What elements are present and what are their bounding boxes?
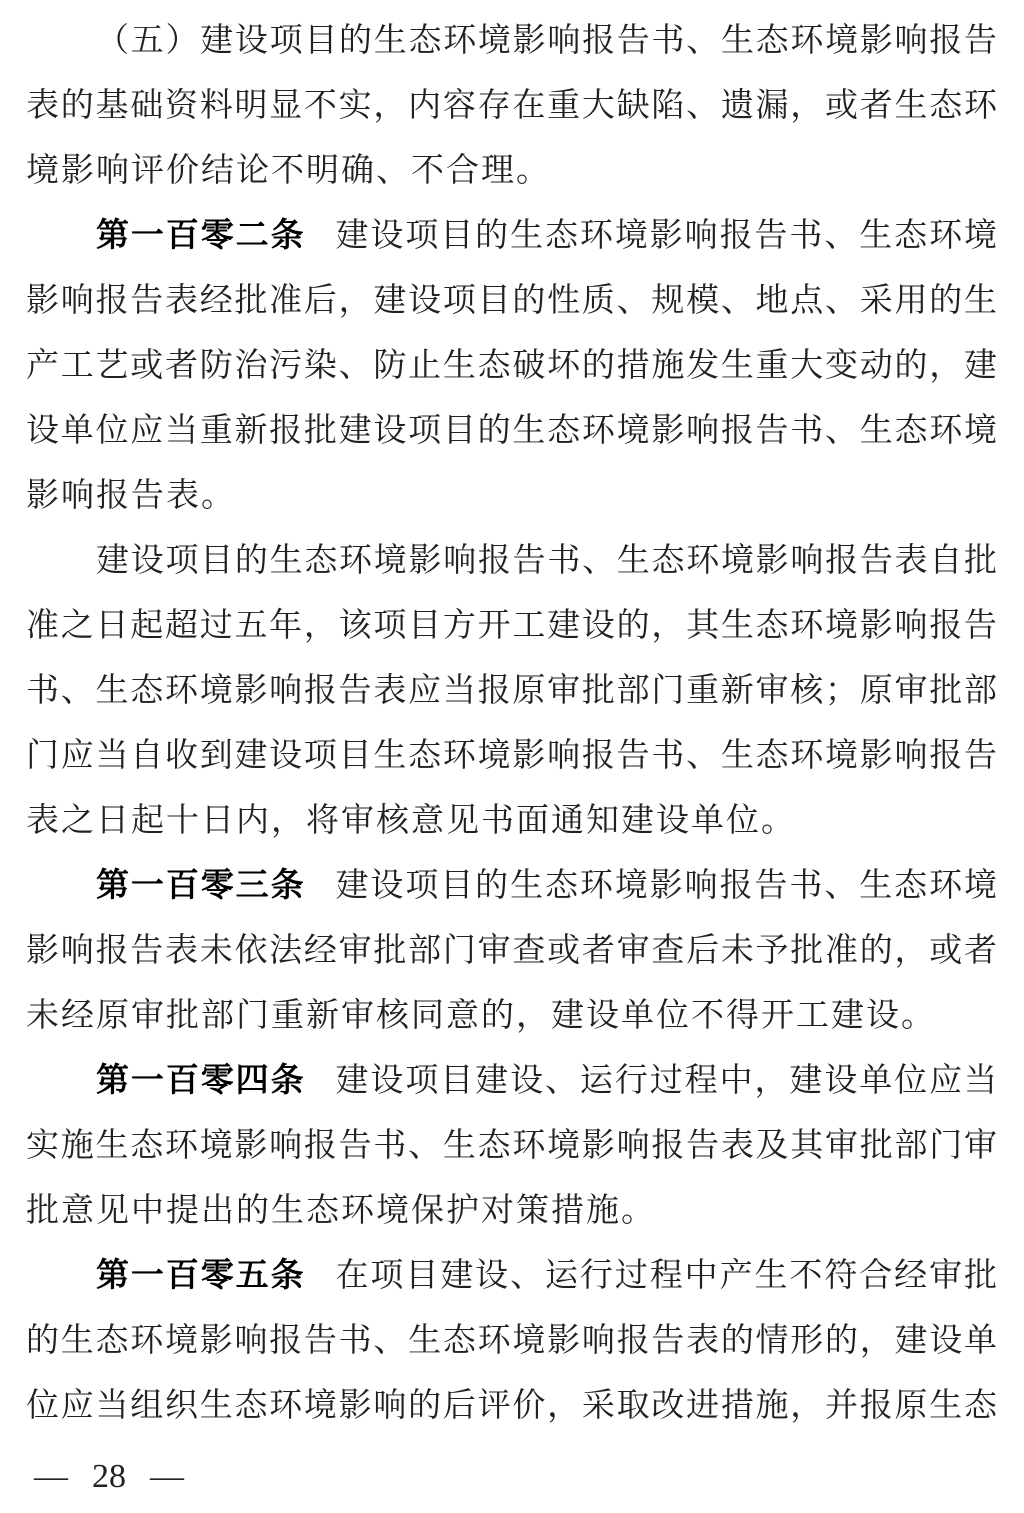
article-number: 第一百零五条 bbox=[96, 1258, 306, 1294]
paragraph-text: 建设项目的生态环境影响报告书、生态环境 bbox=[335, 868, 999, 904]
text-line bbox=[26, 919, 998, 984]
text-line bbox=[26, 1244, 998, 1309]
text-line bbox=[26, 139, 998, 204]
paragraph-text: 影响报告表经批准后，建设项目的性质、规模、地点、采用的生 bbox=[26, 283, 998, 319]
text-line bbox=[26, 659, 998, 724]
text-line bbox=[26, 594, 998, 659]
text-line bbox=[26, 74, 998, 139]
paragraph-text: 影响报告表未依法经审批部门审查或者审查后未予批准的，或者 bbox=[26, 933, 998, 969]
page-number: 28 bbox=[92, 1458, 126, 1495]
text-line bbox=[26, 204, 998, 269]
paragraph-text: 表之日起十日内，将审核意见书面通知建设单位。 bbox=[26, 803, 796, 839]
article-number: 第一百零三条 bbox=[96, 868, 306, 904]
footer-right-dash: — bbox=[150, 1458, 184, 1495]
text-line bbox=[26, 334, 998, 399]
paragraph-text: 影响报告表。 bbox=[26, 478, 236, 514]
text-line bbox=[26, 269, 998, 334]
paragraph-text: 书、生态环境影响报告表应当报原审批部门重新审核；原审批部 bbox=[26, 673, 998, 709]
paragraph-text: 设单位应当重新报批建设项目的生态环境影响报告书、生态环境 bbox=[26, 413, 998, 449]
paragraph-text: 门应当自收到建设项目生态环境影响报告书、生态环境影响报告 bbox=[26, 738, 998, 774]
text-line bbox=[26, 984, 998, 1049]
text-line bbox=[26, 854, 998, 919]
text-line bbox=[26, 1114, 998, 1179]
paragraph-text: 准之日起超过五年，该项目方开工建设的，其生态环境影响报告 bbox=[26, 608, 998, 644]
text-line bbox=[26, 724, 998, 789]
paragraph-text: 位应当组织生态环境影响的后评价，采取改进措施，并报原生态 bbox=[26, 1388, 998, 1424]
paragraph-text: 的生态环境影响报告书、生态环境影响报告表的情形的，建设单 bbox=[26, 1323, 998, 1359]
footer-left-dash: — bbox=[34, 1458, 68, 1495]
text-line bbox=[26, 1179, 998, 1244]
text-line bbox=[26, 1309, 998, 1374]
page-footer bbox=[34, 1457, 184, 1497]
paragraph-text: （五）建设项目的生态环境影响报告书、生态环境影响报告 bbox=[96, 23, 998, 59]
paragraph-text: 建设项目的生态环境影响报告书、生态环境影响报告表自批 bbox=[96, 543, 998, 579]
paragraph-text: 实施生态环境影响报告书、生态环境影响报告表及其审批部门审 bbox=[26, 1128, 998, 1164]
text-line bbox=[26, 399, 998, 464]
text-line bbox=[26, 464, 998, 529]
text-line bbox=[26, 789, 998, 854]
paragraph-text: 建设项目建设、运行过程中，建设单位应当 bbox=[335, 1063, 999, 1099]
paragraph-text: 境影响评价结论不明确、不合理。 bbox=[26, 153, 551, 189]
paragraph-text: 建设项目的生态环境影响报告书、生态环境 bbox=[335, 218, 999, 254]
text-line bbox=[26, 529, 998, 594]
paragraph-text: 批意见中提出的生态环境保护对策措施。 bbox=[26, 1193, 656, 1229]
text-line bbox=[26, 1374, 998, 1439]
paragraph-text: 产工艺或者防治污染、防止生态破坏的措施发生重大变动的，建 bbox=[26, 348, 998, 384]
article-number: 第一百零四条 bbox=[96, 1063, 306, 1099]
paragraph-text: 未经原审批部门重新审核同意的，建设单位不得开工建设。 bbox=[26, 998, 936, 1034]
article-number: 第一百零二条 bbox=[96, 218, 306, 254]
text-line bbox=[26, 9, 998, 74]
paragraph-text: 在项目建设、运行过程中产生不符合经审批 bbox=[335, 1258, 999, 1294]
text-line bbox=[26, 1049, 998, 1114]
paragraph-text: 表的基础资料明显不实，内容存在重大缺陷、遗漏，或者生态环 bbox=[26, 88, 998, 124]
